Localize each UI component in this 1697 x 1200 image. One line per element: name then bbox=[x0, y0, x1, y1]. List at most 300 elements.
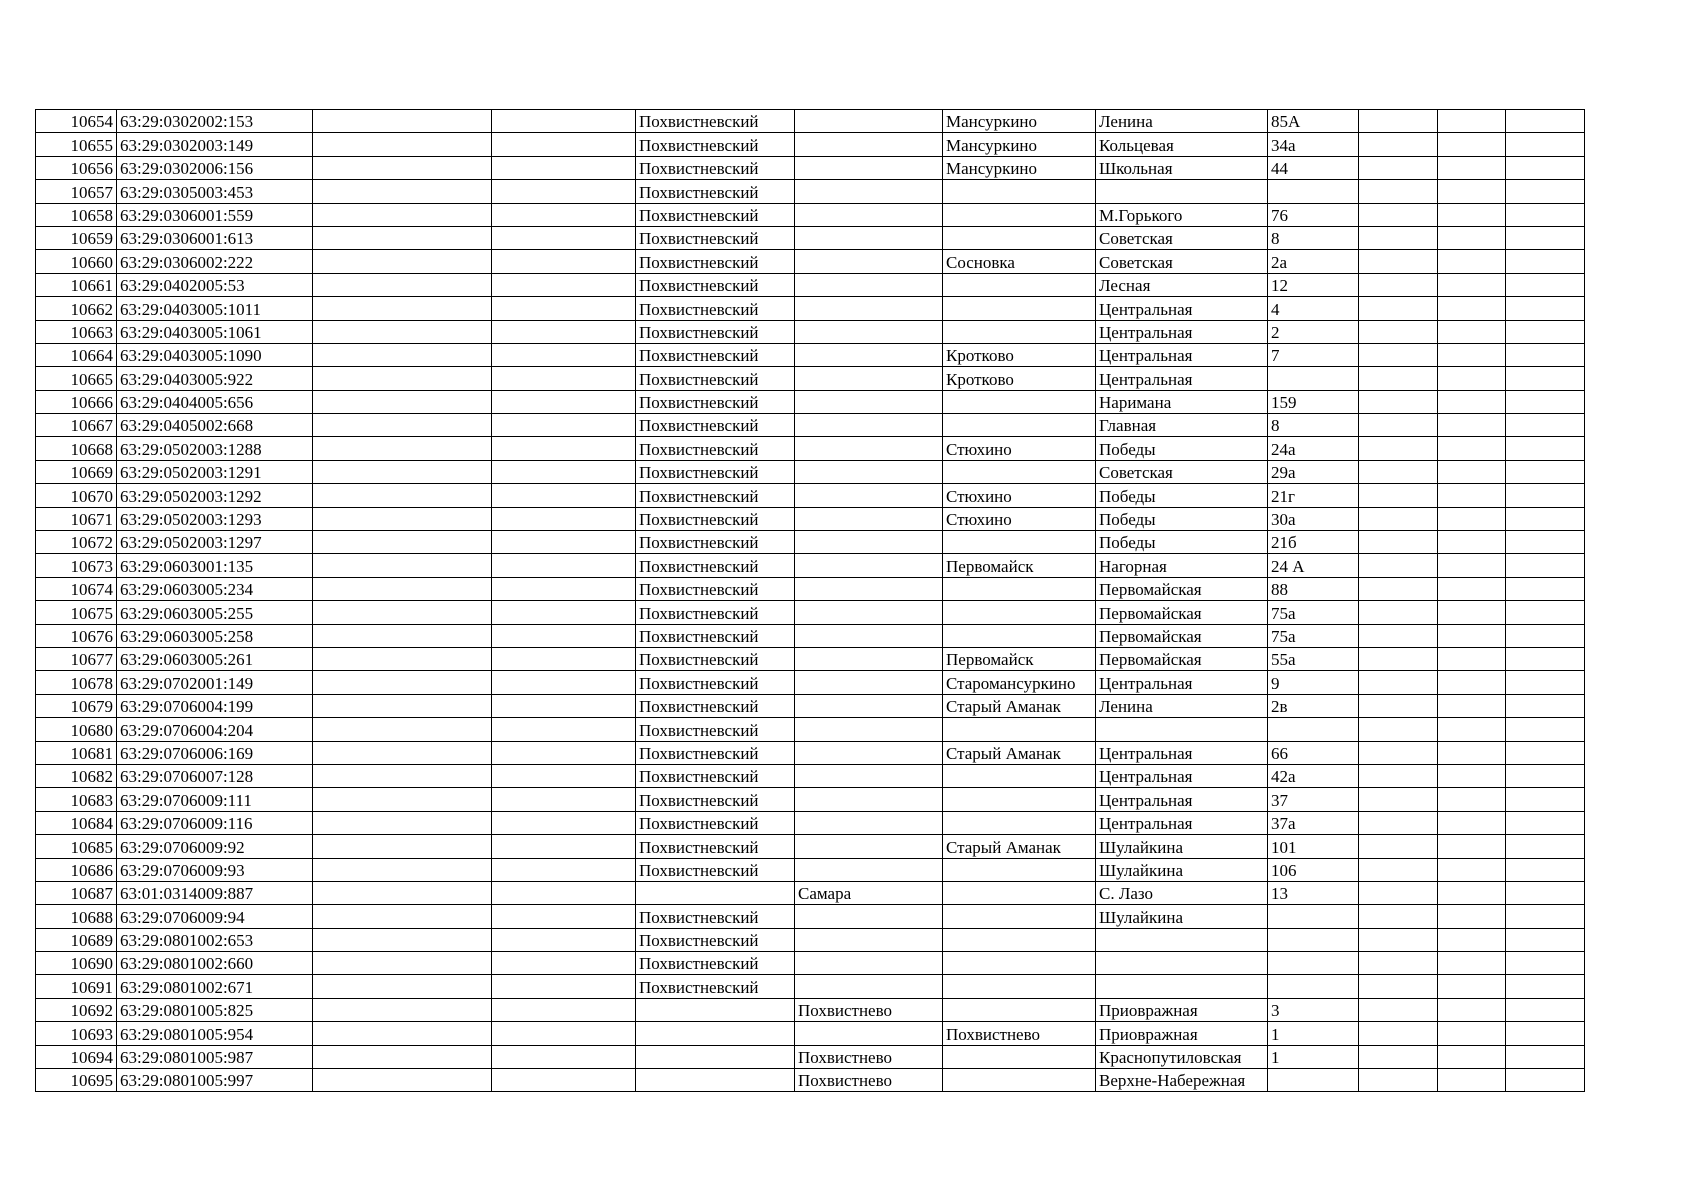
settlement-cell bbox=[943, 414, 1096, 437]
house-cell: 75а bbox=[1268, 601, 1359, 624]
empty-cell bbox=[313, 671, 492, 694]
settlement-cell: Похвистнево bbox=[943, 1022, 1096, 1045]
street-cell: Центральная bbox=[1096, 741, 1268, 764]
district-cell: Похвистневский bbox=[636, 741, 795, 764]
house-cell: 4 bbox=[1268, 297, 1359, 320]
empty-cell bbox=[313, 320, 492, 343]
settlement-cell bbox=[943, 460, 1096, 483]
empty-cell bbox=[492, 671, 636, 694]
empty-cell bbox=[492, 811, 636, 834]
empty-cell bbox=[313, 811, 492, 834]
table-row bbox=[36, 998, 1585, 1021]
row-number-cell: 10670 bbox=[36, 484, 117, 507]
empty-cell bbox=[1438, 343, 1506, 366]
district-cell: Похвистневский bbox=[636, 226, 795, 249]
cadastral-number-cell: 63:29:0302003:149 bbox=[117, 133, 313, 156]
street-cell bbox=[1096, 928, 1268, 951]
city-cell bbox=[795, 671, 943, 694]
row-number-cell: 10694 bbox=[36, 1045, 117, 1068]
district-cell: Похвистневский bbox=[636, 905, 795, 928]
empty-cell bbox=[492, 624, 636, 647]
cadastral-number-cell: 63:29:0706006:169 bbox=[117, 741, 313, 764]
empty-cell bbox=[1506, 952, 1585, 975]
table-row bbox=[36, 297, 1585, 320]
table-row bbox=[36, 180, 1585, 203]
city-cell bbox=[795, 554, 943, 577]
empty-cell bbox=[1506, 788, 1585, 811]
city-cell bbox=[795, 414, 943, 437]
empty-cell bbox=[1359, 554, 1438, 577]
row-number-cell: 10678 bbox=[36, 671, 117, 694]
empty-cell bbox=[492, 718, 636, 741]
cadastral-number-cell: 63:29:0402005:53 bbox=[117, 273, 313, 296]
house-cell: 85А bbox=[1268, 110, 1359, 133]
city-cell bbox=[795, 343, 943, 366]
settlement-cell bbox=[943, 203, 1096, 226]
empty-cell bbox=[313, 507, 492, 530]
empty-cell bbox=[1438, 273, 1506, 296]
settlement-cell: Стюхино bbox=[943, 437, 1096, 460]
empty-cell bbox=[1438, 203, 1506, 226]
street-cell: Центральная bbox=[1096, 788, 1268, 811]
settlement-cell bbox=[943, 1045, 1096, 1068]
district-cell: Похвистневский bbox=[636, 390, 795, 413]
city-cell bbox=[795, 601, 943, 624]
street-cell: Школьная bbox=[1096, 156, 1268, 179]
city-cell bbox=[795, 788, 943, 811]
empty-cell bbox=[492, 741, 636, 764]
empty-cell bbox=[313, 1045, 492, 1068]
empty-cell bbox=[1438, 928, 1506, 951]
empty-cell bbox=[1506, 694, 1585, 717]
row-number-cell: 10689 bbox=[36, 928, 117, 951]
table-row bbox=[36, 554, 1585, 577]
house-cell: 75а bbox=[1268, 624, 1359, 647]
settlement-cell bbox=[943, 905, 1096, 928]
row-number-cell: 10669 bbox=[36, 460, 117, 483]
table-row bbox=[36, 437, 1585, 460]
house-cell: 37а bbox=[1268, 811, 1359, 834]
table-row bbox=[36, 975, 1585, 998]
city-cell bbox=[795, 320, 943, 343]
empty-cell bbox=[1359, 1045, 1438, 1068]
street-cell: М.Горького bbox=[1096, 203, 1268, 226]
empty-cell bbox=[1438, 975, 1506, 998]
settlement-cell: Сосновка bbox=[943, 250, 1096, 273]
city-cell bbox=[795, 203, 943, 226]
city-cell bbox=[795, 1022, 943, 1045]
empty-cell bbox=[492, 367, 636, 390]
district-cell: Похвистневский bbox=[636, 647, 795, 670]
empty-cell bbox=[1438, 437, 1506, 460]
settlement-cell: Старый Аманак bbox=[943, 741, 1096, 764]
district-cell: Похвистневский bbox=[636, 671, 795, 694]
empty-cell bbox=[1359, 601, 1438, 624]
street-cell bbox=[1096, 718, 1268, 741]
street-cell: Нагорная bbox=[1096, 554, 1268, 577]
district-cell: Похвистневский bbox=[636, 203, 795, 226]
street-cell: Шулайкина bbox=[1096, 835, 1268, 858]
settlement-cell bbox=[943, 788, 1096, 811]
empty-cell bbox=[492, 694, 636, 717]
empty-cell bbox=[1506, 835, 1585, 858]
city-cell bbox=[795, 133, 943, 156]
cadastral-number-cell: 63:29:0403005:1061 bbox=[117, 320, 313, 343]
city-cell bbox=[795, 250, 943, 273]
table-row bbox=[36, 881, 1585, 904]
empty-cell bbox=[1438, 531, 1506, 554]
empty-cell bbox=[1359, 952, 1438, 975]
empty-cell bbox=[1506, 367, 1585, 390]
empty-cell bbox=[1438, 484, 1506, 507]
city-cell bbox=[795, 858, 943, 881]
empty-cell bbox=[1506, 273, 1585, 296]
empty-cell bbox=[1438, 835, 1506, 858]
street-cell: Победы bbox=[1096, 507, 1268, 530]
empty-cell bbox=[1506, 203, 1585, 226]
row-number-cell: 10661 bbox=[36, 273, 117, 296]
district-cell: Похвистневский bbox=[636, 577, 795, 600]
cadastral-number-cell: 63:29:0502003:1292 bbox=[117, 484, 313, 507]
empty-cell bbox=[1506, 156, 1585, 179]
empty-cell bbox=[1438, 764, 1506, 787]
empty-cell bbox=[313, 437, 492, 460]
city-cell bbox=[795, 764, 943, 787]
empty-cell bbox=[1359, 624, 1438, 647]
table-row bbox=[36, 1022, 1585, 1045]
empty-cell bbox=[1506, 320, 1585, 343]
empty-cell bbox=[1438, 226, 1506, 249]
house-cell: 9 bbox=[1268, 671, 1359, 694]
empty-cell bbox=[1438, 718, 1506, 741]
empty-cell bbox=[492, 1069, 636, 1092]
city-cell bbox=[795, 437, 943, 460]
empty-cell bbox=[492, 156, 636, 179]
empty-cell bbox=[492, 226, 636, 249]
district-cell: Похвистневский bbox=[636, 460, 795, 483]
district-cell: Похвистневский bbox=[636, 367, 795, 390]
empty-cell bbox=[313, 788, 492, 811]
row-number-cell: 10685 bbox=[36, 835, 117, 858]
city-cell: Похвистнево bbox=[795, 1069, 943, 1092]
empty-cell bbox=[492, 554, 636, 577]
row-number-cell: 10673 bbox=[36, 554, 117, 577]
empty-cell bbox=[1359, 484, 1438, 507]
table-row bbox=[36, 718, 1585, 741]
city-cell: Самара bbox=[795, 881, 943, 904]
empty-cell bbox=[1438, 577, 1506, 600]
settlement-cell bbox=[943, 320, 1096, 343]
settlement-cell: Мансуркино bbox=[943, 133, 1096, 156]
city-cell bbox=[795, 624, 943, 647]
district-cell: Похвистневский bbox=[636, 835, 795, 858]
empty-cell bbox=[1359, 694, 1438, 717]
settlement-cell bbox=[943, 998, 1096, 1021]
house-cell bbox=[1268, 952, 1359, 975]
empty-cell bbox=[1438, 647, 1506, 670]
city-cell bbox=[795, 905, 943, 928]
empty-cell bbox=[492, 507, 636, 530]
empty-cell bbox=[1506, 250, 1585, 273]
empty-cell bbox=[1359, 741, 1438, 764]
settlement-cell bbox=[943, 858, 1096, 881]
empty-cell bbox=[313, 390, 492, 413]
city-cell bbox=[795, 835, 943, 858]
house-cell: 24 А bbox=[1268, 554, 1359, 577]
settlement-cell bbox=[943, 881, 1096, 904]
district-cell: Похвистневский bbox=[636, 437, 795, 460]
cadastral-number-cell: 63:29:0702001:149 bbox=[117, 671, 313, 694]
empty-cell bbox=[1506, 928, 1585, 951]
empty-cell bbox=[1506, 1022, 1585, 1045]
table-row bbox=[36, 905, 1585, 928]
row-number-cell: 10688 bbox=[36, 905, 117, 928]
street-cell: Центральная bbox=[1096, 320, 1268, 343]
house-cell: 101 bbox=[1268, 835, 1359, 858]
cadastral-number-cell: 63:29:0801002:660 bbox=[117, 952, 313, 975]
cadastral-number-cell: 63:29:0502003:1291 bbox=[117, 460, 313, 483]
table-row bbox=[36, 250, 1585, 273]
street-cell: С. Лазо bbox=[1096, 881, 1268, 904]
street-cell: Кольцевая bbox=[1096, 133, 1268, 156]
district-cell bbox=[636, 1022, 795, 1045]
row-number-cell: 10680 bbox=[36, 718, 117, 741]
city-cell bbox=[795, 577, 943, 600]
street-cell bbox=[1096, 952, 1268, 975]
empty-cell bbox=[1506, 647, 1585, 670]
empty-cell bbox=[1506, 343, 1585, 366]
empty-cell bbox=[1506, 998, 1585, 1021]
empty-cell bbox=[1359, 343, 1438, 366]
empty-cell bbox=[1506, 133, 1585, 156]
empty-cell bbox=[1506, 905, 1585, 928]
street-cell: Первомайская bbox=[1096, 647, 1268, 670]
row-number-cell: 10682 bbox=[36, 764, 117, 787]
table-row bbox=[36, 531, 1585, 554]
empty-cell bbox=[1359, 858, 1438, 881]
city-cell bbox=[795, 741, 943, 764]
row-number-cell: 10671 bbox=[36, 507, 117, 530]
city-cell bbox=[795, 484, 943, 507]
street-cell: Советская bbox=[1096, 250, 1268, 273]
city-cell bbox=[795, 647, 943, 670]
table-row bbox=[36, 484, 1585, 507]
settlement-cell: Мансуркино bbox=[943, 156, 1096, 179]
cadastral-number-cell: 63:29:0502003:1288 bbox=[117, 437, 313, 460]
empty-cell bbox=[1359, 1069, 1438, 1092]
cadastral-number-cell: 63:29:0403005:1011 bbox=[117, 297, 313, 320]
district-cell: Похвистневский bbox=[636, 414, 795, 437]
empty-cell bbox=[492, 250, 636, 273]
row-number-cell: 10679 bbox=[36, 694, 117, 717]
empty-cell bbox=[492, 998, 636, 1021]
row-number-cell: 10660 bbox=[36, 250, 117, 273]
table-row bbox=[36, 507, 1585, 530]
cadastral-number-cell: 63:29:0603005:261 bbox=[117, 647, 313, 670]
empty-cell bbox=[492, 110, 636, 133]
cadastral-number-cell: 63:01:0314009:887 bbox=[117, 881, 313, 904]
row-number-cell: 10668 bbox=[36, 437, 117, 460]
table-row bbox=[36, 110, 1585, 133]
empty-cell bbox=[313, 577, 492, 600]
empty-cell bbox=[492, 343, 636, 366]
empty-cell bbox=[313, 531, 492, 554]
empty-cell bbox=[1506, 975, 1585, 998]
house-cell bbox=[1268, 718, 1359, 741]
empty-cell bbox=[492, 858, 636, 881]
row-number-cell: 10686 bbox=[36, 858, 117, 881]
empty-cell bbox=[1438, 250, 1506, 273]
settlement-cell: Старомансуркино bbox=[943, 671, 1096, 694]
empty-cell bbox=[1506, 437, 1585, 460]
empty-cell bbox=[492, 1022, 636, 1045]
empty-cell bbox=[313, 554, 492, 577]
city-cell bbox=[795, 928, 943, 951]
empty-cell bbox=[492, 647, 636, 670]
house-cell: 34а bbox=[1268, 133, 1359, 156]
street-cell: Краснопутиловская bbox=[1096, 1045, 1268, 1068]
empty-cell bbox=[1506, 1069, 1585, 1092]
empty-cell bbox=[492, 414, 636, 437]
empty-cell bbox=[313, 741, 492, 764]
empty-cell bbox=[1506, 741, 1585, 764]
empty-cell bbox=[313, 647, 492, 670]
house-cell: 30а bbox=[1268, 507, 1359, 530]
house-cell: 66 bbox=[1268, 741, 1359, 764]
cadastral-number-cell: 63:29:0306002:222 bbox=[117, 250, 313, 273]
city-cell bbox=[795, 975, 943, 998]
empty-cell bbox=[313, 1069, 492, 1092]
empty-cell bbox=[313, 460, 492, 483]
cadastral-number-cell: 63:29:0302006:156 bbox=[117, 156, 313, 179]
empty-cell bbox=[313, 881, 492, 904]
table-row bbox=[36, 694, 1585, 717]
empty-cell bbox=[1359, 975, 1438, 998]
settlement-cell bbox=[943, 390, 1096, 413]
empty-cell bbox=[1506, 110, 1585, 133]
table-row bbox=[36, 1045, 1585, 1068]
table-row bbox=[36, 577, 1585, 600]
house-cell: 1 bbox=[1268, 1045, 1359, 1068]
table-row bbox=[36, 226, 1585, 249]
table-row bbox=[36, 320, 1585, 343]
empty-cell bbox=[492, 975, 636, 998]
district-cell: Похвистневский bbox=[636, 133, 795, 156]
street-cell: Центральная bbox=[1096, 764, 1268, 787]
empty-cell bbox=[1438, 671, 1506, 694]
house-cell: 42а bbox=[1268, 764, 1359, 787]
row-number-cell: 10654 bbox=[36, 110, 117, 133]
row-number-cell: 10667 bbox=[36, 414, 117, 437]
empty-cell bbox=[1438, 788, 1506, 811]
empty-cell bbox=[1359, 788, 1438, 811]
empty-cell bbox=[492, 320, 636, 343]
row-number-cell: 10656 bbox=[36, 156, 117, 179]
city-cell bbox=[795, 297, 943, 320]
empty-cell bbox=[1506, 180, 1585, 203]
house-cell bbox=[1268, 180, 1359, 203]
house-cell bbox=[1268, 367, 1359, 390]
street-cell: Центральная bbox=[1096, 343, 1268, 366]
table-row bbox=[36, 647, 1585, 670]
empty-cell bbox=[1506, 718, 1585, 741]
empty-cell bbox=[1438, 998, 1506, 1021]
empty-cell bbox=[492, 484, 636, 507]
row-number-cell: 10684 bbox=[36, 811, 117, 834]
cadastral-number-cell: 63:29:0801005:997 bbox=[117, 1069, 313, 1092]
empty-cell bbox=[313, 928, 492, 951]
house-cell bbox=[1268, 1069, 1359, 1092]
empty-cell bbox=[1359, 764, 1438, 787]
street-cell: Первомайская bbox=[1096, 601, 1268, 624]
street-cell: Наримана bbox=[1096, 390, 1268, 413]
house-cell: 159 bbox=[1268, 390, 1359, 413]
empty-cell bbox=[1359, 273, 1438, 296]
city-cell bbox=[795, 718, 943, 741]
cadastral-number-cell: 63:29:0403005:1090 bbox=[117, 343, 313, 366]
empty-cell bbox=[1359, 437, 1438, 460]
empty-cell bbox=[1359, 928, 1438, 951]
empty-cell bbox=[313, 414, 492, 437]
empty-cell bbox=[1359, 390, 1438, 413]
empty-cell bbox=[313, 694, 492, 717]
empty-cell bbox=[313, 226, 492, 249]
empty-cell bbox=[1506, 460, 1585, 483]
street-cell bbox=[1096, 975, 1268, 998]
empty-cell bbox=[1506, 811, 1585, 834]
registry-table bbox=[35, 109, 1585, 1092]
house-cell: 7 bbox=[1268, 343, 1359, 366]
empty-cell bbox=[1438, 133, 1506, 156]
cadastral-number-cell: 63:29:0306001:613 bbox=[117, 226, 313, 249]
city-cell bbox=[795, 390, 943, 413]
empty-cell bbox=[492, 180, 636, 203]
empty-cell bbox=[1506, 881, 1585, 904]
district-cell: Похвистневский bbox=[636, 764, 795, 787]
district-cell bbox=[636, 1045, 795, 1068]
cadastral-number-cell: 63:29:0706004:204 bbox=[117, 718, 313, 741]
district-cell: Похвистневский bbox=[636, 718, 795, 741]
empty-cell bbox=[1359, 881, 1438, 904]
cadastral-number-cell: 63:29:0603001:135 bbox=[117, 554, 313, 577]
empty-cell bbox=[1506, 624, 1585, 647]
settlement-cell: Стюхино bbox=[943, 484, 1096, 507]
empty-cell bbox=[492, 1045, 636, 1068]
empty-cell bbox=[1438, 156, 1506, 179]
empty-cell bbox=[1359, 367, 1438, 390]
row-number-cell: 10665 bbox=[36, 367, 117, 390]
settlement-cell: Первомайск bbox=[943, 647, 1096, 670]
district-cell: Похвистневский bbox=[636, 156, 795, 179]
cadastral-number-cell: 63:29:0801005:825 bbox=[117, 998, 313, 1021]
table-row bbox=[36, 343, 1585, 366]
row-number-cell: 10655 bbox=[36, 133, 117, 156]
empty-cell bbox=[492, 531, 636, 554]
empty-cell bbox=[1506, 671, 1585, 694]
empty-cell bbox=[492, 203, 636, 226]
empty-cell bbox=[1506, 577, 1585, 600]
empty-cell bbox=[1438, 507, 1506, 530]
cadastral-number-cell: 63:29:0404005:656 bbox=[117, 390, 313, 413]
settlement-cell bbox=[943, 601, 1096, 624]
settlement-cell: Первомайск bbox=[943, 554, 1096, 577]
cadastral-number-cell: 63:29:0302002:153 bbox=[117, 110, 313, 133]
street-cell: Центральная bbox=[1096, 367, 1268, 390]
empty-cell bbox=[1438, 858, 1506, 881]
house-cell: 2а bbox=[1268, 250, 1359, 273]
district-cell: Похвистневский bbox=[636, 110, 795, 133]
empty-cell bbox=[1359, 998, 1438, 1021]
